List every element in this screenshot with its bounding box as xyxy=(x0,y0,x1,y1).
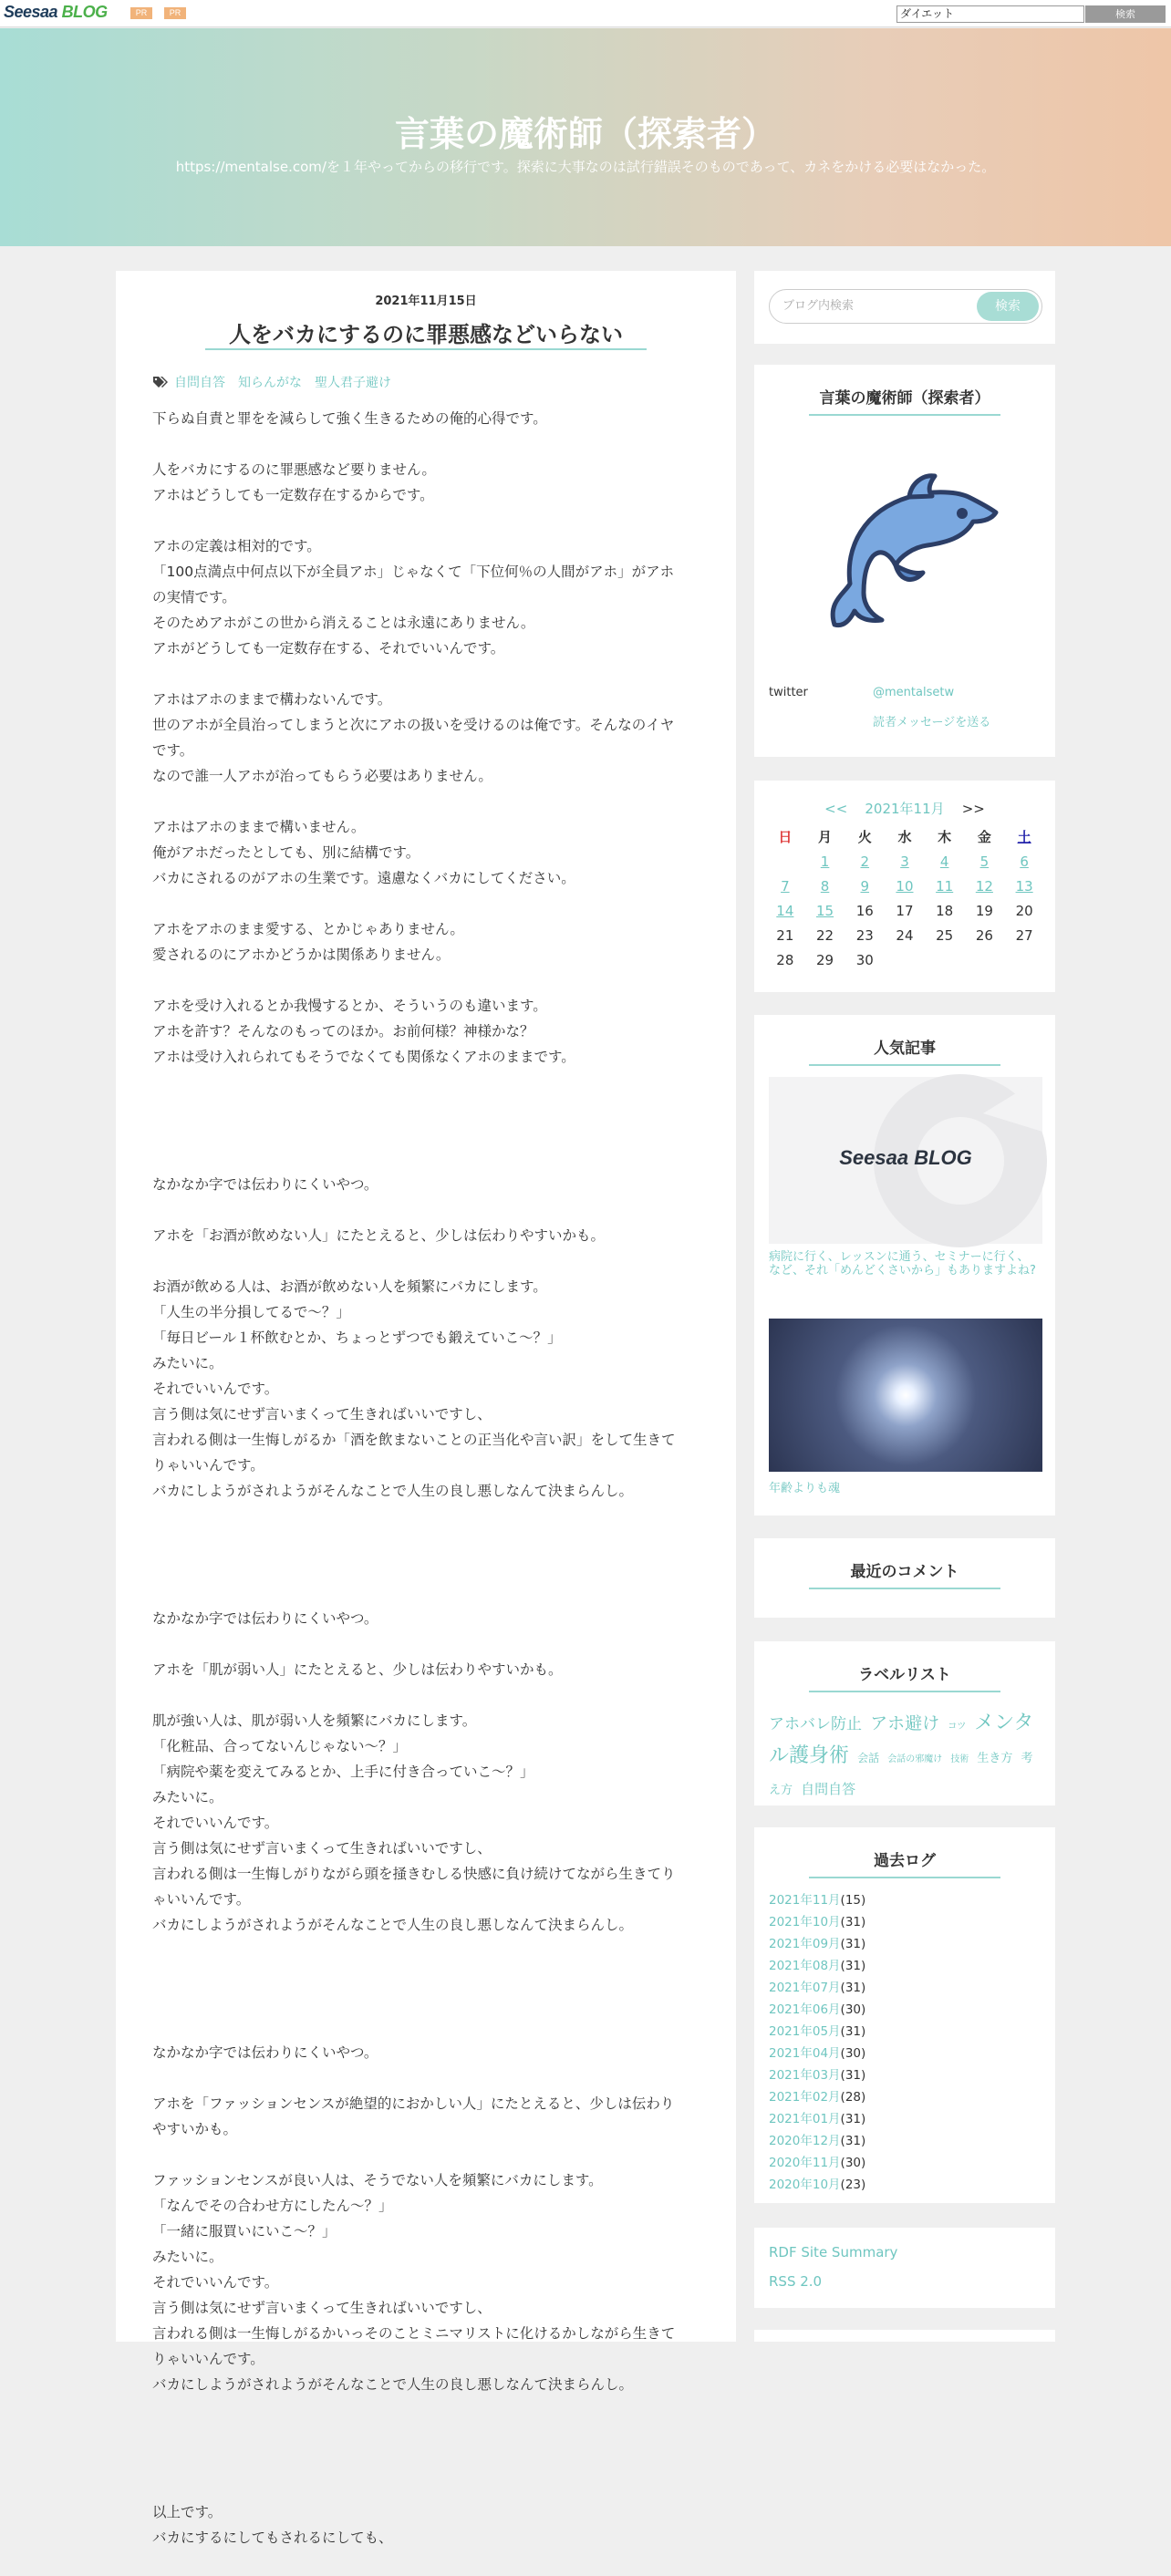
post-line: 世のアホが全員治ってしまうと次にアホの扱いを受けるのは俺です。そんなのイヤ xyxy=(152,717,675,733)
archive-month-link[interactable]: 2020年12月 xyxy=(769,2134,841,2148)
post-line: アホはどうしても一定数存在するからです。 xyxy=(152,487,434,503)
calendar-day[interactable] xyxy=(805,849,845,874)
post-paragraph xyxy=(152,2423,704,2474)
archive-count: (31) xyxy=(840,2068,866,2083)
post-line: それでいいんです。 xyxy=(152,1381,279,1397)
post-paragraph xyxy=(152,1223,704,1248)
archive-count: (30) xyxy=(840,2046,866,2061)
calendar-day[interactable] xyxy=(885,849,925,874)
title-underline xyxy=(809,1588,1000,1589)
post-line: 人をバカにするのに罪悪感など要りません。 xyxy=(152,461,436,478)
post-paragraph xyxy=(152,1606,704,1631)
archive-count: (23) xyxy=(840,2178,866,2192)
calendar-day: 30 xyxy=(855,951,874,968)
post-paragraph xyxy=(152,993,704,1070)
archive-item xyxy=(769,2130,865,2152)
popular-thumb-2[interactable] xyxy=(769,1319,1042,1472)
post-line: アホがどうしても一定数存在する、それでいいんです。 xyxy=(152,640,505,657)
calendar-day xyxy=(885,947,925,972)
post-line: アホを「お酒が飲めない人」にたとえると、少しは伝わりやすいかも。 xyxy=(152,1227,606,1244)
archive-count: (31) xyxy=(840,2112,866,2126)
post-paragraph xyxy=(152,1529,704,1580)
top-search-input[interactable]: ダイエット xyxy=(896,5,1084,23)
labels-title: ラベルリスト xyxy=(858,1666,951,1684)
archive-month-link[interactable]: 2021年03月 xyxy=(769,2068,841,2083)
post-line: みたいに。 xyxy=(152,2249,223,2265)
post-paragraph xyxy=(152,2167,704,2397)
calendar-day: 20 xyxy=(1015,902,1033,919)
calendar-day-link[interactable]: 14 xyxy=(776,902,794,919)
archive-month-link[interactable]: 2021年01月 xyxy=(769,2112,841,2126)
calendar-day: 19 xyxy=(975,902,993,919)
post-paragraph xyxy=(152,1095,704,1146)
calendar-day-link[interactable]: 12 xyxy=(975,877,993,895)
calendar-day-link[interactable]: 4 xyxy=(939,853,949,870)
post-line: アホはアホのままで構いません。 xyxy=(152,819,366,835)
post-paragraph xyxy=(152,2499,704,2550)
calendar-day xyxy=(965,947,1005,972)
post-line: 「一緒に服買いにいこ～？」 xyxy=(152,2223,337,2240)
post-line: 以上です。 xyxy=(152,2504,223,2520)
label-tag-link[interactable]: アホ避け xyxy=(870,1713,940,1733)
blog-header xyxy=(0,28,1171,246)
post-paragraph xyxy=(152,406,704,431)
sidebar-recent-comments xyxy=(754,1538,1055,1618)
sidebar-labels xyxy=(754,1641,1055,1805)
calendar-day: 27 xyxy=(1015,926,1033,944)
article xyxy=(116,271,736,2546)
post-paragraph xyxy=(152,1708,704,1938)
archive-count: (31) xyxy=(840,2024,866,2039)
popular-link-2[interactable]: 年齢よりも魂 xyxy=(769,1482,841,1495)
calendar-day-link[interactable]: 10 xyxy=(896,877,914,895)
post-line: それでいいんです。 xyxy=(152,1815,279,1831)
recent-comments-title: 最近のコメント xyxy=(850,1563,959,1581)
calendar-weekday: 月 xyxy=(818,829,833,845)
calendar-day: 17 xyxy=(896,902,914,919)
archive-month-link[interactable]: 2021年08月 xyxy=(769,1959,841,1973)
post-line: やすいかも。 xyxy=(152,2121,238,2137)
post-line: そのためアホがこの世から消えることは永遠にありません。 xyxy=(152,615,535,631)
post-paragraph xyxy=(152,916,704,967)
archive-item xyxy=(769,2152,865,2174)
label-tag-link[interactable]: 会話の邪魔け xyxy=(887,1754,943,1764)
calendar-day: 28 xyxy=(776,951,794,968)
archive-count: (31) xyxy=(840,1915,866,1929)
calendar-day: 24 xyxy=(896,926,914,944)
calendar-weekday: 火 xyxy=(857,829,872,845)
archive-count: (15) xyxy=(840,1893,866,1908)
post-line: バカにしようがされようがそんなことで人生の良し悪しなんて決まらんし。 xyxy=(152,2376,634,2393)
post-title[interactable]: 人をバカにするのに罪悪感などいらない xyxy=(229,322,623,347)
archive-month-link[interactable]: 2021年06月 xyxy=(769,2002,841,2017)
post-line: なので誰一人アホが治ってもらう必要はありません。 xyxy=(152,768,492,784)
calendar-day: 26 xyxy=(975,926,993,944)
post-line: バカにするにしてもされるにしても、 xyxy=(152,2529,393,2546)
pr-badge[interactable]: PR xyxy=(164,7,186,19)
calendar-day[interactable] xyxy=(1004,849,1044,874)
reader-message-link[interactable]: 読者メッセージを送る xyxy=(873,716,991,729)
archive-list xyxy=(769,1889,865,2196)
post-line: です。 xyxy=(152,742,194,759)
post-line: ファッションセンスが良い人は、そうでない人を頻繁にバカにします。 xyxy=(152,2172,603,2188)
archive-item xyxy=(769,1955,865,1977)
title-underline xyxy=(809,414,1000,416)
calendar-day[interactable] xyxy=(765,898,805,923)
post-line: お酒が飲める人は、お酒が飲めない人を頻繁にバカにします。 xyxy=(152,1278,547,1295)
rss-link[interactable]: RSS 2.0 xyxy=(769,2273,823,2290)
post-line: 言う側は気にせず言いまくって生きればいいですし、 xyxy=(152,1406,492,1422)
post-line: 言う側は気にせず言いまくって生きればいいですし、 xyxy=(152,1840,492,1857)
archive-month-link[interactable]: 2021年10月 xyxy=(769,1915,841,1929)
post-line: りゃいいんです。 xyxy=(152,2351,264,2367)
archive-month-link[interactable]: 2021年09月 xyxy=(769,1937,841,1951)
archive-item xyxy=(769,2021,865,2043)
archive-month-link[interactable]: 2021年11月 xyxy=(769,1893,841,1908)
label-tag-link[interactable]: アホバレ防止 xyxy=(769,1715,862,1733)
post-line: アホは受け入れられてもそうでなくても関係なくアホのままです。 xyxy=(152,1049,575,1065)
calendar-day[interactable] xyxy=(885,874,925,898)
post-line: 「人生の半分損してるで～？」 xyxy=(152,1304,350,1320)
title-underline xyxy=(809,1877,1000,1878)
calendar-weekday: 木 xyxy=(938,829,952,845)
calendar-day: 25 xyxy=(936,926,954,944)
calendar-day-link[interactable]: 2 xyxy=(860,853,870,870)
archive-item xyxy=(769,2086,865,2108)
label-tag-link[interactable]: 技術 xyxy=(950,1754,969,1764)
post-line: 「化粧品、合ってないんじゃない～？」 xyxy=(152,1738,408,1754)
twitter-label: twitter xyxy=(769,686,808,699)
label-tag-link[interactable]: 生き方 xyxy=(977,1752,1013,1765)
sidebar-feeds xyxy=(754,2228,1055,2308)
calendar-month-link[interactable]: 2021年11月 xyxy=(865,801,945,817)
sidebar-calendar xyxy=(754,781,1055,992)
sidebar-profile xyxy=(754,365,1055,757)
label-tag-link[interactable]: メンタル護身術 xyxy=(769,1712,1034,1767)
sidebar-next-box xyxy=(754,2330,1055,2342)
top-bar xyxy=(0,0,1171,27)
label-link[interactable]: 聖人君子避け xyxy=(315,376,391,390)
label-tag-link[interactable]: 考え方 xyxy=(769,1752,1033,1797)
post-line: 愛されるのにアホかどうかは関係ありません。 xyxy=(152,947,451,963)
archive-count: (30) xyxy=(840,2156,866,2170)
post-line: 言われる側は一生悔しがりながら頭を掻きむしる快感に負け続けてながら生きてり xyxy=(152,1866,676,1882)
archive-month-link[interactable]: 2020年11月 xyxy=(769,2156,841,2170)
post-line: バカにしようがされようがそんなことで人生の良し悪しなんて決まらんし。 xyxy=(152,1483,634,1499)
profile-title: 言葉の魔術師（探索者） xyxy=(819,389,990,408)
archive-count: (31) xyxy=(840,1981,866,1995)
archive-item xyxy=(769,2043,865,2064)
archive-item xyxy=(769,2108,865,2130)
post-line: アホをアホのまま愛する、とかじゃありません。 xyxy=(152,921,464,937)
post-line: 下らぬ自責と罪をを減らして強く生きるための俺的心得です。 xyxy=(152,410,547,427)
post-line: 「病院や薬を変えてみるとか、上手に付き合っていこ～？」 xyxy=(152,1764,534,1780)
label-tag-link[interactable]: 自問自答 xyxy=(801,1781,856,1797)
calendar-day: 29 xyxy=(816,951,834,968)
archive-item xyxy=(769,2174,865,2196)
calendar-day: 22 xyxy=(816,926,834,944)
blog-description: https://mentalse.com/を１年やってからの移行です。探索に大事なのは試行錯誤そのものであって、カネをかける必要はなかった。 xyxy=(175,159,996,175)
post-labels xyxy=(152,373,404,391)
post-body xyxy=(152,406,704,2576)
archive-item xyxy=(769,1933,865,1955)
calendar-day-link[interactable]: 15 xyxy=(816,902,834,919)
calendar-day[interactable] xyxy=(965,874,1005,898)
title-underline xyxy=(205,348,647,350)
calendar-day[interactable] xyxy=(765,874,805,898)
tag-cloud xyxy=(769,1709,1042,1805)
archive-item xyxy=(769,1911,865,1933)
archive-title: 過去ログ xyxy=(874,1852,936,1870)
post-line: それでいいんです。 xyxy=(152,2274,279,2291)
post-line: ゃいいんです。 xyxy=(152,1891,251,1908)
post-date: 2021年11月15日 xyxy=(375,295,477,308)
calendar-weekday: 金 xyxy=(977,829,991,845)
post-line: アホの定義は相対的です。 xyxy=(152,538,321,554)
top-search-button[interactable]: 検索 xyxy=(1085,5,1166,23)
archive-count: (28) xyxy=(840,2090,866,2105)
label-link[interactable]: 知らんがな xyxy=(238,376,302,390)
sidebar-search xyxy=(754,271,1055,344)
post-line: バカにされるのがアホの生業です。遠慮なくバカにしてください。 xyxy=(152,870,575,886)
twitter-link[interactable]: @mentalsetw xyxy=(873,686,955,699)
calendar-day xyxy=(925,947,965,972)
calendar-day-link[interactable]: 1 xyxy=(820,853,830,870)
calendar-day-link[interactable]: 6 xyxy=(1020,853,1029,870)
calendar-nav xyxy=(754,799,1055,818)
calendar-day xyxy=(1004,947,1044,972)
archive-month-link[interactable]: 2021年02月 xyxy=(769,2090,841,2105)
calendar-prev-link[interactable]: << xyxy=(824,801,848,817)
blog-search-input[interactable]: ブログ内検索 xyxy=(769,289,1042,324)
calendar-day-link[interactable]: 8 xyxy=(820,877,830,895)
calendar-day-link[interactable]: 9 xyxy=(860,877,870,895)
calendar-day[interactable] xyxy=(1004,874,1044,898)
archive-item xyxy=(769,2064,865,2086)
post-line: 言われる側は一生悔しがるか「酒を飲まないことの正当化や言い訳」をして生きて xyxy=(152,1432,676,1448)
post-line: なかなか字では伝わりにくいやつ。 xyxy=(152,1176,378,1193)
dolphin-avatar-icon xyxy=(809,456,1000,638)
post-line: なかなか字では伝わりにくいやつ。 xyxy=(152,2044,378,2061)
post-line: アホを「肌が弱い人」にたとえると、少しは伝わりやすいかも。 xyxy=(152,1661,563,1678)
pr-badge[interactable]: PR xyxy=(130,7,152,19)
archive-month-link[interactable]: 2020年10月 xyxy=(769,2178,841,2192)
post-paragraph xyxy=(152,1657,704,1682)
post-paragraph xyxy=(152,2091,704,2142)
calendar-day xyxy=(765,849,805,874)
post-paragraph xyxy=(152,687,704,789)
calendar-day[interactable] xyxy=(805,898,845,923)
archive-count: (31) xyxy=(840,1937,866,1951)
post-line: 「なんでその合わせ方にしたん～？」 xyxy=(152,2198,393,2214)
title-underline xyxy=(809,1691,1000,1692)
title-underline xyxy=(809,1064,1000,1066)
archive-count: (31) xyxy=(840,2134,866,2148)
popular-thumb-1[interactable] xyxy=(769,1077,1042,1244)
calendar-day[interactable] xyxy=(965,849,1005,874)
post-line: 「毎日ビール１杯飲むとか、ちょっとずつでも鍛えていこ～？」 xyxy=(152,1329,562,1346)
post-paragraph xyxy=(152,814,704,891)
rdf-link[interactable]: RDF Site Summary xyxy=(769,2244,898,2260)
calendar-day[interactable] xyxy=(805,874,845,898)
post-line: アホを受け入れるとか我慢するとか、そういうのも違います。 xyxy=(152,998,547,1014)
archive-item xyxy=(769,1977,865,1999)
post-line: バカにしようがされようがそんなことで人生の良し悪しなんて決まらんし。 xyxy=(152,1917,634,1933)
calendar-day-link[interactable]: 3 xyxy=(900,853,909,870)
seesaa-logo[interactable]: Seesaa BLOG xyxy=(4,3,108,21)
sidebar-archive xyxy=(754,1827,1055,2203)
archive-count: (30) xyxy=(840,2002,866,2017)
calendar-day[interactable] xyxy=(845,849,885,874)
post-line: みたいに。 xyxy=(152,1355,223,1371)
post-line: 俺がアホだったとしても、別に結構です。 xyxy=(152,844,420,861)
calendar-table xyxy=(765,824,1044,972)
label-tag-link[interactable]: 会話 xyxy=(857,1752,880,1764)
label-link[interactable]: 自問自答 xyxy=(174,376,225,390)
calendar-day[interactable] xyxy=(925,874,965,898)
placeholder-logo: Seesaa BLOG xyxy=(839,1146,972,1169)
calendar-day: 16 xyxy=(855,902,874,919)
calendar-day[interactable] xyxy=(845,874,885,898)
popular-title: 人気記事 xyxy=(874,1040,936,1058)
post-line: の実情です。 xyxy=(152,589,236,605)
calendar-day-link[interactable]: 11 xyxy=(936,877,954,895)
archive-month-link[interactable]: 2021年04月 xyxy=(769,2046,841,2061)
blog-title[interactable]: 言葉の魔術師（探索者） xyxy=(394,114,776,154)
archive-item xyxy=(769,1889,865,1911)
archive-count: (31) xyxy=(840,1959,866,1973)
archive-item xyxy=(769,1999,865,2021)
blog-search-button[interactable]: 検索 xyxy=(977,292,1039,321)
post-line: 言われる側は一生悔しがるかいっそのことミニマリストに化けるかしながら生きて xyxy=(152,2325,676,2342)
archive-month-link[interactable]: 2021年05月 xyxy=(769,2024,841,2039)
calendar-day-link[interactable]: 13 xyxy=(1015,877,1033,895)
post-line: 「100点満点中何点以下が全員アホ」じゃなくて「下位何％の人間がアホ」がアホ xyxy=(152,564,675,580)
post-line: 言う側は気にせず言いまくって生きればいいですし、 xyxy=(152,2300,492,2316)
post-paragraph xyxy=(152,1172,704,1197)
sidebar-popular xyxy=(754,1015,1055,1516)
calendar-day-link[interactable]: 7 xyxy=(781,877,790,895)
calendar-weekday: 土 xyxy=(1017,829,1031,845)
popular-link-1[interactable]: 病院に行く、レッスンに通う、セミナーに行く、など、それ「めんどくさいから」もありますよね? xyxy=(769,1250,1036,1278)
post-paragraph xyxy=(152,533,704,661)
post-line: アホを許す？そんなのもってのほか。お前何様？神様かな？ xyxy=(152,1023,534,1040)
post-paragraph xyxy=(152,2040,704,2065)
archive-month-link[interactable]: 2021年07月 xyxy=(769,1981,841,1995)
post-paragraph xyxy=(152,1963,704,2014)
post-paragraph xyxy=(152,1274,704,1504)
calendar-weekday: 日 xyxy=(778,829,793,845)
calendar-day-link[interactable]: 5 xyxy=(979,853,990,870)
tags-icon xyxy=(152,376,169,388)
calendar-day: 21 xyxy=(776,926,794,944)
calendar-next-link[interactable]: >> xyxy=(961,801,985,817)
calendar-weekday: 水 xyxy=(897,829,912,845)
post-line: みたいに。 xyxy=(152,1789,223,1805)
label-tag-link[interactable]: コツ xyxy=(948,1722,967,1732)
post-line: りゃいいんです。 xyxy=(152,1457,264,1474)
post-paragraph xyxy=(152,457,704,508)
post-line: なかなか字では伝わりにくいやつ。 xyxy=(152,1610,378,1627)
calendar-day: 23 xyxy=(855,926,874,944)
calendar-day: 18 xyxy=(936,902,954,919)
post-line: 肌が強い人は、肌が弱い人を頻繁にバカにします。 xyxy=(152,1712,477,1729)
post-line: アホはアホのままで構わないんです。 xyxy=(152,691,392,708)
calendar-day[interactable] xyxy=(925,849,965,874)
post-line: アホを「ファッションセンスが絶望的におかしい人」にたとえると、少しは伝わり xyxy=(152,2095,675,2112)
